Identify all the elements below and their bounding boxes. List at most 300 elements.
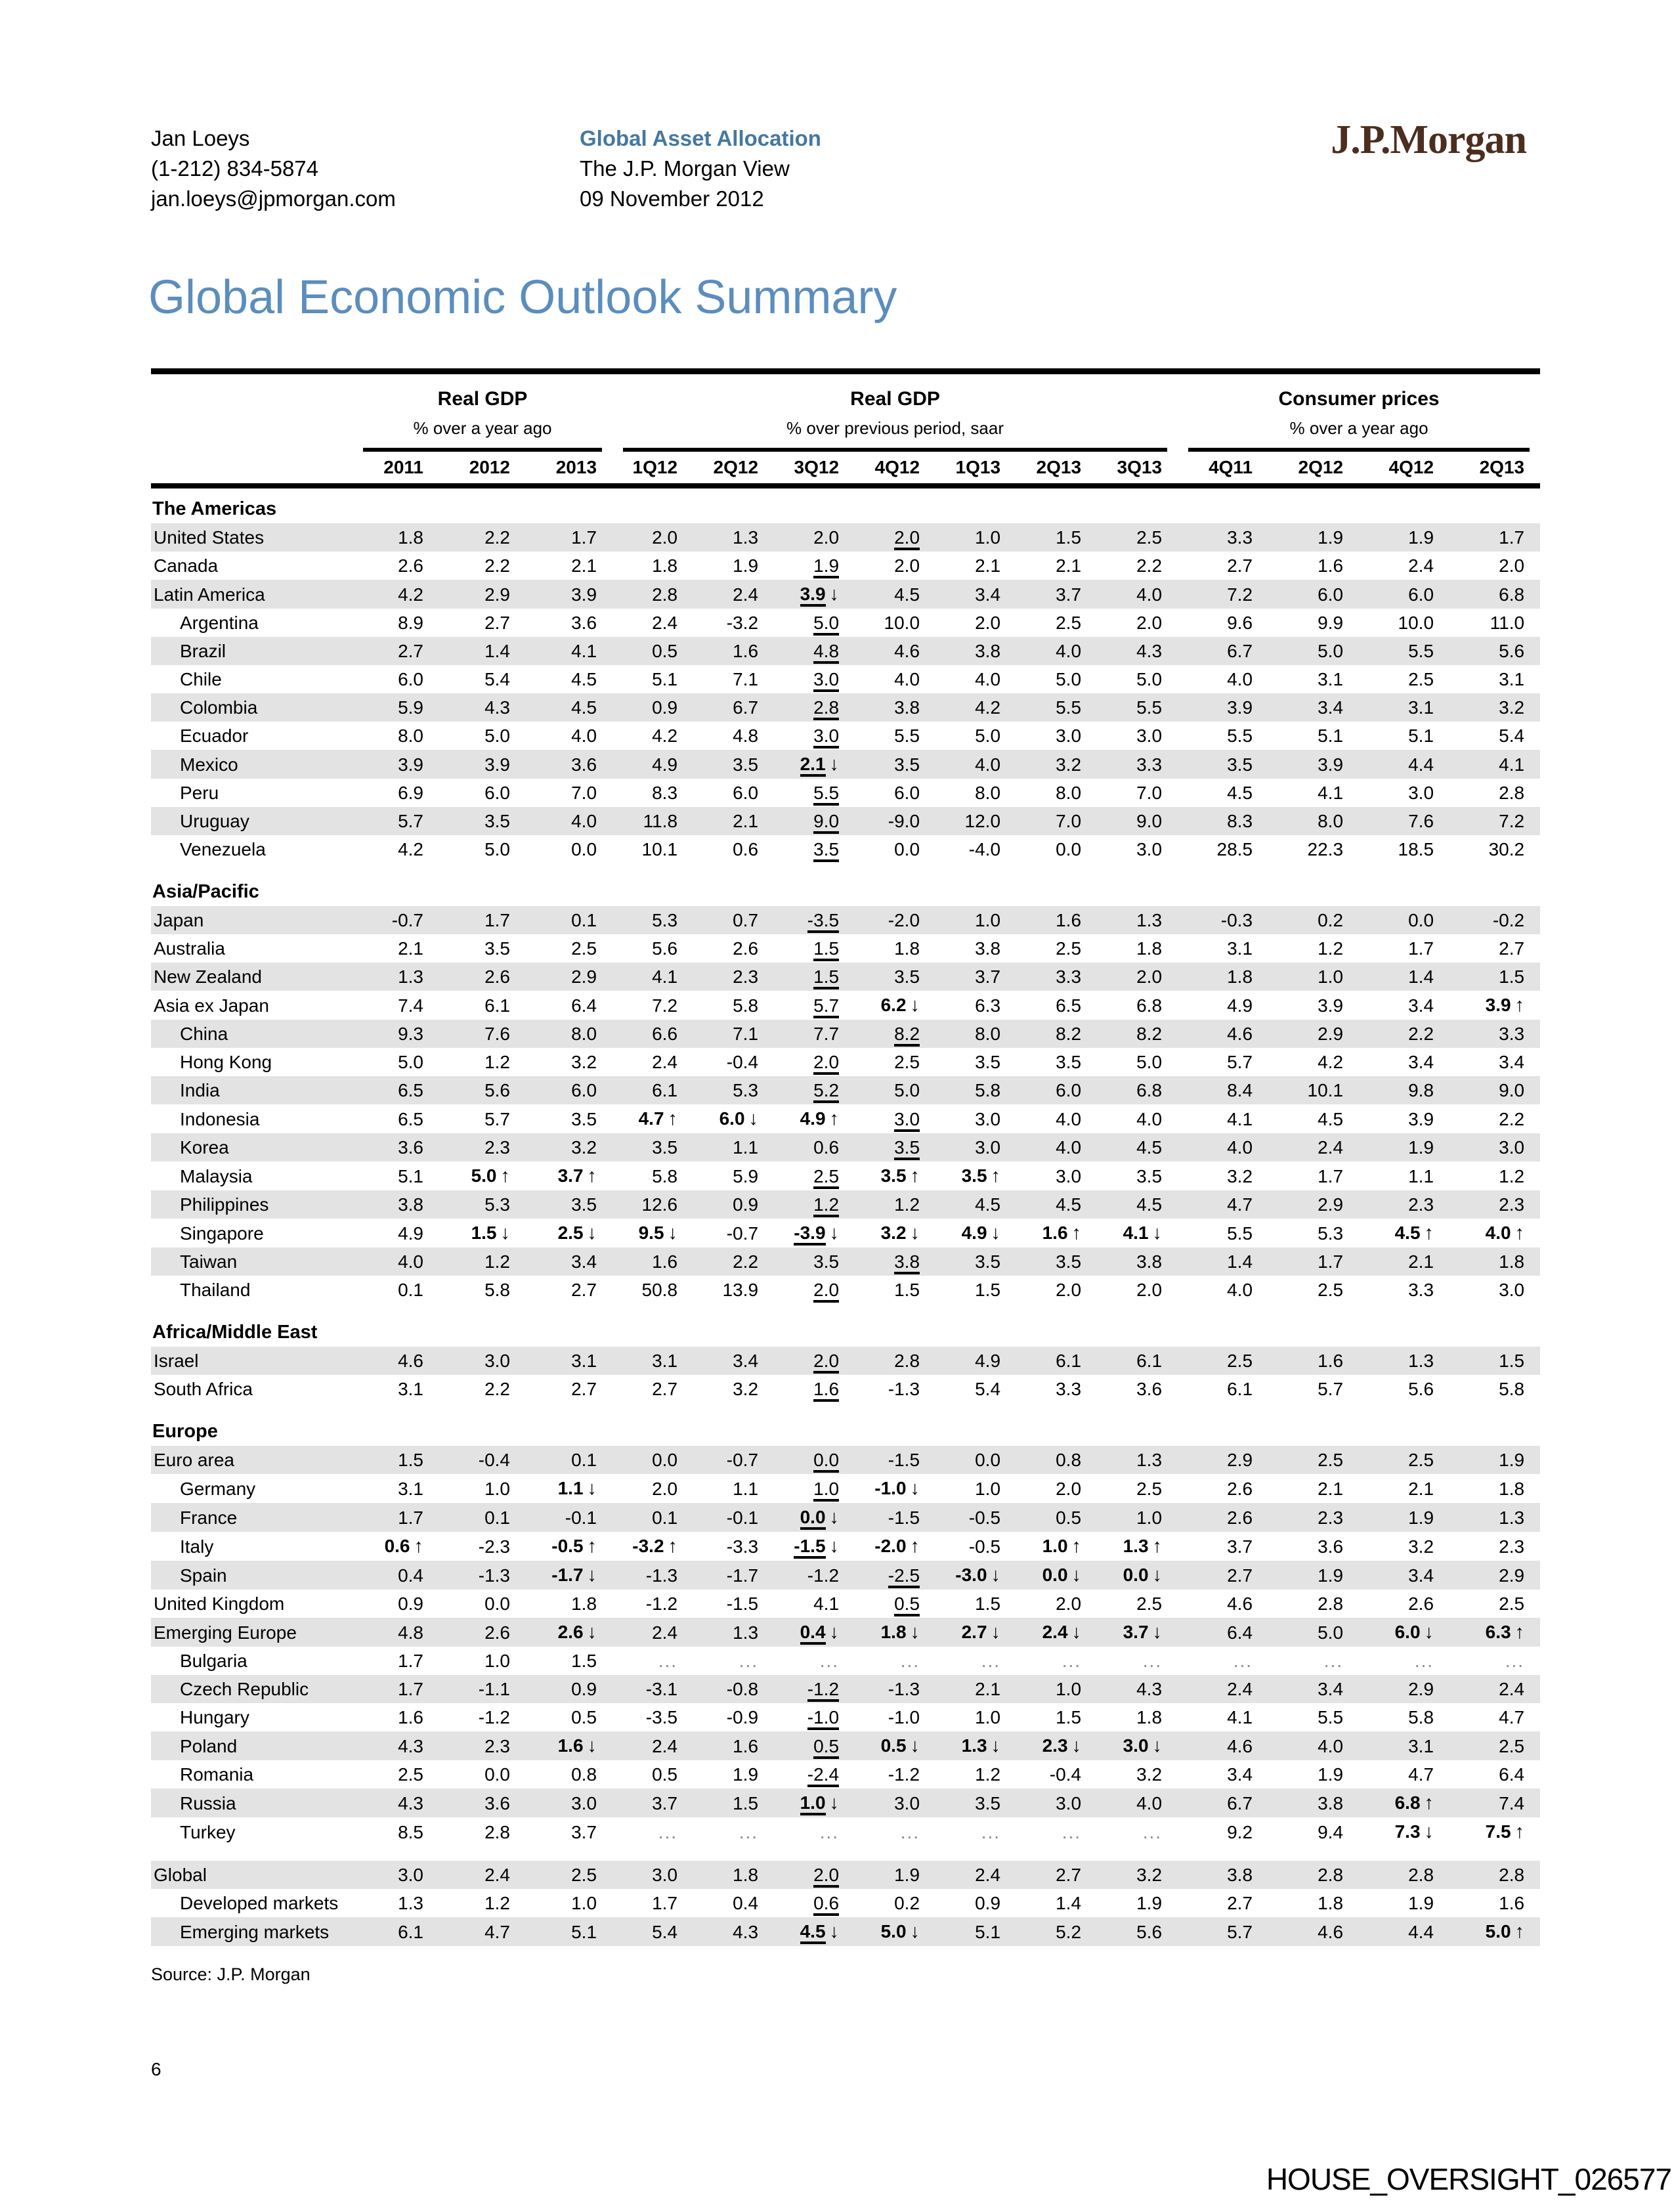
table-cell	[439, 1347, 526, 1375]
value: 3.4	[1408, 1052, 1434, 1072]
row-singapore	[151, 1219, 1540, 1247]
value: 5.1	[571, 1921, 597, 1942]
value: 7.0	[571, 783, 597, 803]
table-cell	[439, 1474, 526, 1503]
table-cell	[526, 963, 612, 991]
table-cell	[1016, 1048, 1097, 1076]
value: 6.1	[484, 995, 510, 1016]
value: -2.0	[888, 910, 920, 930]
table-cell	[855, 906, 935, 934]
value: 6.4	[571, 995, 597, 1016]
table-cell	[353, 1190, 439, 1219]
table-cell	[1268, 1076, 1359, 1104]
value: 1.8	[652, 555, 678, 576]
value: 0.5	[652, 641, 678, 661]
corner-cell	[151, 452, 353, 486]
value: 3.7	[1227, 1536, 1253, 1557]
table-cell	[526, 1048, 612, 1076]
value: 1.5	[1056, 1707, 1082, 1727]
table-cell	[693, 1474, 774, 1503]
table-cell	[693, 1503, 774, 1532]
table-cell	[439, 1532, 526, 1561]
value: -0.4	[478, 1450, 510, 1470]
down-arrow-icon: ↓	[991, 1622, 1001, 1643]
table-cell	[1016, 1276, 1097, 1304]
row-label: Euro area	[151, 1446, 353, 1474]
table-cell	[1097, 835, 1178, 863]
table-cell	[935, 693, 1016, 722]
table-cell	[1097, 1731, 1178, 1760]
table-cell	[1359, 637, 1449, 665]
table-cell	[1449, 1048, 1540, 1076]
row-label: Peru	[180, 783, 219, 803]
value: 6.2	[880, 995, 907, 1015]
table-cell	[1097, 637, 1178, 665]
value: 5.1	[975, 1921, 1001, 1942]
value: 5.8	[652, 1165, 678, 1186]
value: 6.7	[733, 697, 759, 718]
table-cell	[1268, 1861, 1359, 1889]
table-cell	[612, 779, 693, 807]
value: 1.5	[1499, 1351, 1525, 1371]
corner-cell	[151, 415, 353, 452]
table-cell	[1097, 1276, 1178, 1304]
table-cell	[774, 1020, 855, 1048]
value: 3.2	[1499, 697, 1525, 718]
row-label: Hungary	[180, 1707, 249, 1727]
table-cell	[1097, 1104, 1178, 1133]
table-cell	[526, 1889, 612, 1917]
row-emerging-markets	[151, 1917, 1540, 1946]
table-cell	[353, 750, 439, 779]
table-cell	[774, 1647, 855, 1675]
value: 6.5	[398, 1108, 423, 1129]
value: 2.3	[1042, 1735, 1068, 1756]
table-cell	[1359, 1703, 1449, 1731]
down-arrow-icon: ↓	[587, 1622, 597, 1643]
value: 5.8	[484, 1280, 510, 1300]
value: 3.0	[975, 1137, 1001, 1158]
value: 6.8	[1394, 1792, 1421, 1813]
value: 4.1	[652, 966, 678, 987]
value: -3.5	[807, 911, 839, 933]
value: 7.5	[1485, 1821, 1511, 1842]
table-cell	[1449, 1375, 1540, 1403]
value: 4.4	[1408, 754, 1434, 775]
col-header-2q12: 2Q12	[1268, 452, 1359, 486]
col-header-2q13: 2Q13	[1449, 452, 1540, 486]
row-ecuador	[151, 722, 1540, 750]
table-cell	[1016, 1532, 1097, 1561]
value: 1.8	[1499, 1251, 1525, 1272]
value: -0.1	[565, 1507, 597, 1528]
table-cell	[693, 693, 774, 722]
table-cell	[353, 1375, 439, 1403]
no-data-dots: ...	[819, 1821, 840, 1842]
table-cell	[1449, 1760, 1540, 1789]
table-cell	[526, 1590, 612, 1618]
value: 5.4	[652, 1921, 678, 1942]
author-email: jan.loeys@jpmorgan.com	[151, 186, 396, 211]
table-cell	[1097, 991, 1178, 1020]
table-cell	[774, 693, 855, 722]
table-cell	[1449, 1104, 1540, 1133]
value: 5.4	[484, 669, 510, 689]
row-malaysia	[151, 1161, 1540, 1190]
table-cell	[526, 1276, 612, 1304]
value: 22.3	[1307, 839, 1344, 859]
col-header-1q12: 1Q12	[612, 452, 693, 486]
table-cell	[1016, 1618, 1097, 1647]
value: 1.2	[484, 1893, 510, 1913]
row-bulgaria	[151, 1647, 1540, 1675]
value: 3.5	[975, 1052, 1001, 1072]
table-cell	[526, 1861, 612, 1889]
down-arrow-icon: ↓	[910, 1921, 920, 1942]
down-arrow-icon: ↓	[500, 1223, 510, 1244]
table-cell	[1359, 1247, 1449, 1276]
value: 1.3	[733, 1622, 759, 1643]
value: 1.8	[733, 1865, 759, 1885]
table-cell	[439, 835, 526, 863]
table-cell	[1097, 963, 1178, 991]
row-hungary	[151, 1703, 1540, 1731]
value: 7.2	[1227, 584, 1253, 605]
table-cell	[1359, 693, 1449, 722]
row-label: United States	[151, 523, 353, 552]
value: 0.1	[652, 1507, 678, 1528]
table-cell	[935, 1590, 1016, 1618]
value: 3.4	[1499, 1052, 1525, 1072]
value: 3.0	[813, 670, 839, 692]
no-data-dots: ...	[739, 1651, 759, 1671]
table-cell	[526, 1347, 612, 1375]
value: 3.0	[571, 1792, 597, 1813]
table-cell	[1449, 1133, 1540, 1161]
value: 3.1	[1318, 669, 1344, 689]
table-cell	[439, 1133, 526, 1161]
table-cell	[693, 722, 774, 750]
value: 6.1	[1227, 1379, 1253, 1399]
table-cell	[935, 1731, 1016, 1760]
value: 8.0	[1318, 811, 1344, 831]
table-cell	[439, 1590, 526, 1618]
value: 1.3	[1123, 1536, 1149, 1556]
table-cell	[526, 1789, 612, 1817]
value: 30.2	[1488, 839, 1525, 859]
table-cell	[693, 1817, 774, 1846]
table-cell	[612, 1503, 693, 1532]
row-label: New Zealand	[151, 963, 353, 991]
table-cell	[1097, 779, 1178, 807]
value: 4.2	[652, 726, 678, 746]
value: 6.8	[1136, 1080, 1163, 1100]
value: 3.1	[571, 1351, 597, 1371]
table-cell	[935, 665, 1016, 693]
row-label: Asia ex Japan	[154, 995, 269, 1016]
table-cell	[693, 637, 774, 665]
table-cell	[612, 1590, 693, 1618]
table-cell	[1449, 963, 1540, 991]
table-cell	[439, 693, 526, 722]
up-arrow-icon: ↑	[587, 1165, 597, 1186]
value: -1.2	[645, 1594, 678, 1614]
value: 3.8	[1318, 1792, 1344, 1813]
table-cell	[774, 1675, 855, 1703]
value: 1.0	[975, 527, 1001, 548]
value: 0.9	[975, 1893, 1001, 1913]
value: 5.9	[398, 697, 423, 718]
value: 4.7	[1227, 1194, 1253, 1215]
table-cell	[1178, 963, 1268, 991]
table-cell	[1178, 934, 1268, 963]
table-cell	[935, 1760, 1016, 1789]
row-label: Bulgaria	[180, 1651, 247, 1671]
table-cell	[935, 1618, 1016, 1647]
value: 0.8	[571, 1764, 597, 1785]
value: 11.8	[643, 811, 678, 831]
col-header-2q13: 2Q13	[1016, 452, 1097, 486]
table-cell	[1359, 1104, 1449, 1133]
value: 1.0	[975, 910, 1001, 930]
table-cell	[693, 1618, 774, 1647]
table-cell	[526, 1731, 612, 1760]
table-cell	[439, 779, 526, 807]
value: 1.9	[1318, 1565, 1344, 1586]
table-cell	[439, 552, 526, 580]
value: 2.7	[398, 641, 423, 661]
value: 3.8	[975, 641, 1001, 661]
value: 2.1	[1318, 1478, 1344, 1499]
row-label: Israel	[151, 1347, 353, 1375]
table-cell	[1097, 1760, 1178, 1789]
value: 2.6	[484, 1622, 510, 1643]
value: 6.6	[652, 1024, 678, 1044]
value: 4.0	[571, 811, 597, 831]
table-cell	[439, 722, 526, 750]
table-cell	[1268, 1503, 1359, 1532]
table-cell	[693, 1590, 774, 1618]
value: 4.7	[1408, 1764, 1434, 1785]
value: 2.4	[484, 1865, 510, 1885]
table-cell	[855, 693, 935, 722]
table-cell	[1097, 580, 1178, 609]
table-cell	[1268, 580, 1359, 609]
table-cell	[353, 1076, 439, 1104]
value: 1.5	[975, 1280, 1001, 1300]
value: 4.9	[652, 754, 678, 775]
value: 3.2	[733, 1379, 759, 1399]
table-cell	[612, 580, 693, 609]
table-cell	[774, 963, 855, 991]
table-cell	[1359, 1219, 1449, 1247]
value: 1.3	[1136, 1450, 1163, 1470]
value: 4.0	[1136, 584, 1163, 605]
table-cell	[526, 1917, 612, 1946]
table-cell	[526, 906, 612, 934]
row-peru	[151, 779, 1540, 807]
value: 2.8	[484, 1821, 510, 1842]
group-rule: % over previous period, saar	[623, 415, 1167, 452]
value: 3.7	[1056, 584, 1082, 605]
table-cell	[612, 1219, 693, 1247]
table-cell	[1097, 1347, 1178, 1375]
table-cell	[526, 1474, 612, 1503]
table-cell	[1359, 1861, 1449, 1889]
value: 1.5	[813, 939, 839, 961]
table-cell	[1016, 1731, 1097, 1760]
table-cell	[774, 1532, 855, 1561]
value: 2.1	[398, 938, 423, 959]
table-cell	[1097, 1190, 1178, 1219]
value: 3.5	[652, 1137, 678, 1158]
value: 2.4	[1499, 1679, 1525, 1699]
down-arrow-icon: ↓	[991, 1565, 1001, 1586]
value: 4.1	[1227, 1108, 1253, 1129]
table-cell	[1178, 1561, 1268, 1590]
value: 2.0	[813, 1052, 839, 1075]
row-label: South Africa	[154, 1379, 253, 1399]
table-cell	[774, 1133, 855, 1161]
up-arrow-icon: ↑	[910, 1536, 920, 1557]
value: 1.5	[471, 1223, 497, 1243]
value: 8.3	[652, 783, 678, 803]
table-cell	[1449, 1247, 1540, 1276]
table-cell	[935, 637, 1016, 665]
row-label: India	[151, 1076, 353, 1104]
table-cell	[1359, 1618, 1449, 1647]
value: 4.3	[1136, 641, 1163, 661]
table-cell	[1449, 906, 1540, 934]
table-cell	[935, 1446, 1016, 1474]
group-rule: % over a year ago	[363, 415, 602, 452]
table-cell	[693, 1647, 774, 1675]
table-cell	[774, 1731, 855, 1760]
table-cell	[612, 609, 693, 637]
value: 4.5	[571, 697, 597, 718]
value: 2.5	[894, 1052, 920, 1072]
value: 5.3	[484, 1194, 510, 1215]
value: 10.1	[641, 839, 678, 859]
table-cell	[439, 1048, 526, 1076]
table-cell	[1359, 934, 1449, 963]
row-label: Korea	[151, 1133, 353, 1161]
row-euro-area	[151, 1446, 1540, 1474]
value: 3.5	[1056, 1052, 1082, 1072]
table-cell	[612, 1474, 693, 1503]
up-arrow-icon: ↑	[587, 1536, 597, 1557]
row-china	[151, 1020, 1540, 1048]
table-cell	[1268, 1276, 1359, 1304]
table-cell	[353, 1503, 439, 1532]
table-cell	[1268, 1219, 1359, 1247]
table-cell	[612, 722, 693, 750]
table-cell	[774, 1789, 855, 1817]
table-cell	[774, 523, 855, 552]
table-cell	[855, 934, 935, 963]
value: 6.7	[1227, 1792, 1253, 1813]
table-cell	[612, 1190, 693, 1219]
table-cell	[1178, 1861, 1268, 1889]
value: 2.0	[813, 527, 840, 548]
table-cell	[774, 1161, 855, 1190]
table-cell	[935, 1020, 1016, 1048]
row-mexico	[151, 750, 1540, 779]
value: 2.0	[1056, 1280, 1082, 1300]
table-cell	[855, 609, 935, 637]
table-cell	[1016, 609, 1097, 637]
group-sublabel-1	[612, 415, 1178, 452]
publication-block	[580, 123, 821, 214]
up-arrow-icon: ↑	[910, 1165, 920, 1186]
table-cell	[1268, 1347, 1359, 1375]
down-arrow-icon: ↓	[668, 1223, 678, 1244]
section-title: Asia/Pacific	[152, 881, 259, 902]
value: 5.1	[1318, 726, 1344, 746]
table-cell	[1178, 1076, 1268, 1104]
table-cell	[1097, 1590, 1178, 1618]
table-cell	[1449, 779, 1540, 807]
table-cell	[353, 1703, 439, 1731]
table-cell	[353, 1861, 439, 1889]
table-cell	[612, 906, 693, 934]
value: 5.5	[1318, 1707, 1344, 1727]
value: 1.1	[557, 1478, 584, 1498]
table-cell	[774, 1474, 855, 1503]
value: 3.1	[1408, 697, 1434, 718]
table-cell	[1178, 1503, 1268, 1532]
value: 2.2	[484, 555, 510, 576]
value: 5.6	[484, 1080, 510, 1100]
table-cell	[1178, 1532, 1268, 1561]
table-cell	[1268, 722, 1359, 750]
value: 2.4	[652, 613, 678, 633]
table-cell	[1178, 1104, 1268, 1133]
value: 2.8	[1499, 783, 1525, 803]
table-cell	[1449, 1703, 1540, 1731]
value: 8.0	[975, 1024, 1001, 1044]
value: 1.6	[557, 1735, 584, 1756]
value: 4.2	[398, 584, 423, 605]
section-header-asia-pacific	[151, 863, 1540, 906]
value: 2.5	[557, 1223, 584, 1243]
value: 3.6	[1318, 1536, 1344, 1557]
value: -1.0	[888, 1707, 920, 1727]
row-label: Czech Republic	[151, 1675, 353, 1703]
value: 3.5	[894, 966, 920, 987]
value: 9.5	[638, 1223, 664, 1243]
outlook-table	[151, 368, 1540, 1946]
row-france	[151, 1503, 1540, 1532]
table-cell	[1178, 1731, 1268, 1760]
table-cell	[612, 1133, 693, 1161]
table-cell	[774, 1760, 855, 1789]
value: 4.5	[1136, 1194, 1163, 1215]
table-cell	[1016, 1917, 1097, 1946]
value: 3.0	[1408, 783, 1434, 803]
table-cell	[774, 1247, 855, 1276]
value: 9.3	[398, 1024, 423, 1044]
value: 4.3	[1136, 1679, 1163, 1699]
table-cell	[353, 1104, 439, 1133]
table-cell	[1178, 693, 1268, 722]
value: 1.5	[894, 1280, 920, 1300]
value: 5.5	[1227, 726, 1253, 746]
table-cell	[693, 1190, 774, 1219]
down-arrow-icon: ↓	[991, 1735, 1001, 1756]
value: 8.0	[1056, 783, 1082, 803]
value: 0.9	[571, 1679, 597, 1699]
